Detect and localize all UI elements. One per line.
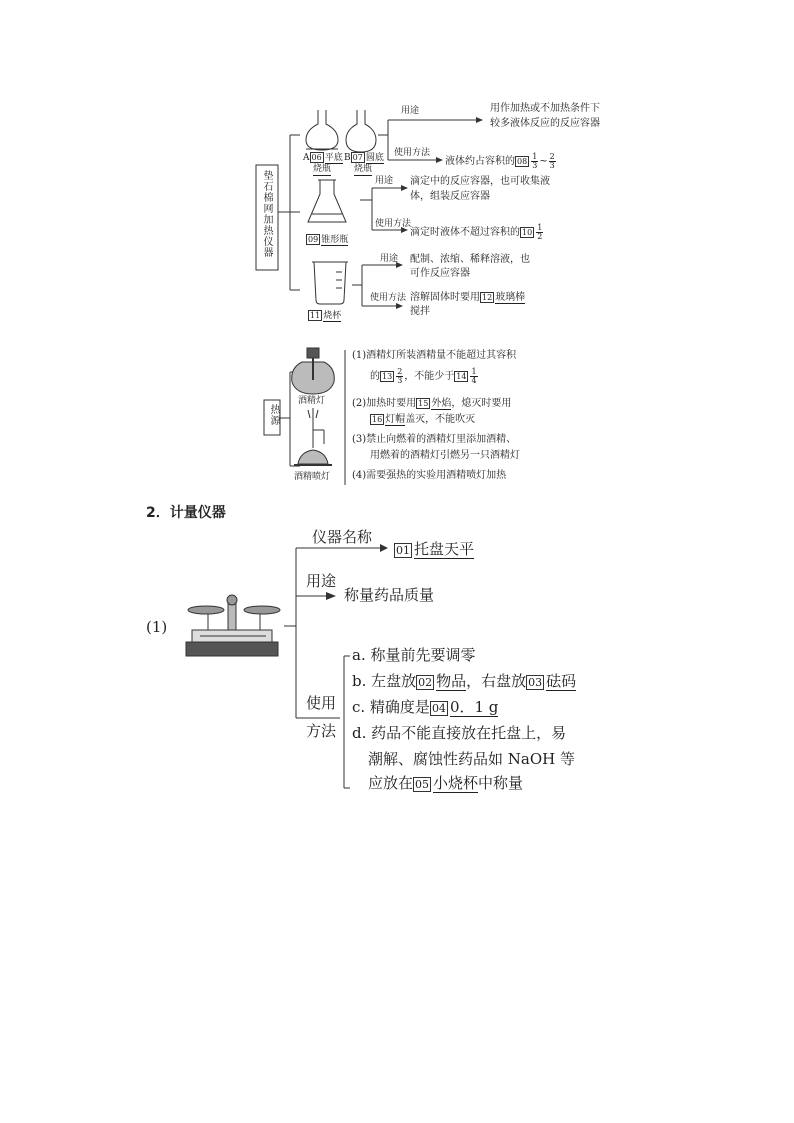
answer-number: 04 xyxy=(431,701,446,715)
lamp-rule-1a: (1)酒精灯所装酒精量不能超过其容积 xyxy=(352,350,517,361)
answer-number: 10 xyxy=(522,228,533,237)
conical-use-text-1: 滴定中的反应容器，也可收集液 xyxy=(410,176,550,187)
flask-a-label: A 06 平底 xyxy=(303,153,343,163)
conical-method-label: 使用方法 xyxy=(375,219,412,229)
fraction: $\frac{2}{3}$ xyxy=(549,152,555,170)
answer-number: 13 xyxy=(382,372,393,381)
method-c: c. 精确度是 04 0．1 g xyxy=(352,698,499,716)
answer-number: 15 xyxy=(418,399,429,408)
conical-use-text-2: 体，组装反应容器 xyxy=(410,191,490,202)
beaker-icon xyxy=(312,262,348,304)
conical-flask-icon xyxy=(308,180,346,222)
answer-number: 03 xyxy=(528,675,543,689)
flask-b-label-line2: 烧瓶 xyxy=(354,164,373,174)
use-text: 称量药品质量 xyxy=(344,586,435,604)
answer-number: 12 xyxy=(482,293,493,302)
fraction: $\frac{1}{3}$ xyxy=(532,152,538,170)
method-d-1: d. 药品不能直接放在托盘上，易 xyxy=(352,724,567,742)
conical-method-text: 滴定时液体不超过容积的 10 $\frac{1}{2}$ xyxy=(410,223,543,241)
flask-method-text: 液体约占容积的 08 $\frac{1}{3}$ ~ $\frac{2}{3}$ xyxy=(445,152,555,170)
flask-method-label: 使用方法 xyxy=(394,148,431,158)
name-label: 仪器名称 xyxy=(312,528,373,546)
conical-flask-label: 09 锥形瓶 xyxy=(308,235,349,245)
fraction: $\frac{1}{2}$ xyxy=(537,223,543,241)
beaker-use-text-1: 配制、浓缩、稀释溶液，也 xyxy=(410,254,530,265)
flat-bottom-flask-icon xyxy=(306,110,338,150)
answer-number: 16 xyxy=(372,415,383,424)
alcohol-blowtorch-icon xyxy=(294,408,332,465)
beaker-use-text-2: 可作反应容器 xyxy=(410,268,470,279)
tray-balance-icon xyxy=(186,595,280,656)
beaker-method-label: 使用方法 xyxy=(370,293,407,303)
round-bottom-flask-icon xyxy=(346,110,376,152)
blowtorch-label: 酒精喷灯 xyxy=(294,472,331,482)
answer-number: 01 xyxy=(396,543,410,557)
conical-use-label: 用途 xyxy=(375,176,394,186)
use-label: 用途 xyxy=(306,572,337,590)
answer-number: 14 xyxy=(456,372,467,381)
fraction: $\frac{2}{3}$ xyxy=(397,367,403,385)
method-label-2: 方法 xyxy=(306,722,337,740)
method-a: a. 称量前先要调零 xyxy=(352,646,476,664)
method-label-1: 使用 xyxy=(306,694,337,712)
lamp-rule-3b: 用燃着的酒精灯引燃另一只酒精灯 xyxy=(370,450,520,461)
lamp-rule-3a: (3)禁止向燃着的酒精灯里添加酒精、 xyxy=(352,434,517,445)
flask-use-text-2: 较多液体反应的反应容器 xyxy=(490,118,600,129)
answer-number: 08 xyxy=(517,157,528,166)
answer-number: 02 xyxy=(418,675,433,689)
answer-number: 11 xyxy=(310,311,321,320)
alcohol-lamp-icon xyxy=(292,348,335,394)
beaker-label: 11 烧杯 xyxy=(310,311,342,321)
fraction: $\frac{1}{4}$ xyxy=(471,367,477,385)
name-answer: 01 托盘天平 xyxy=(396,540,475,558)
beaker-method-text-2: 搅拌 xyxy=(410,306,430,317)
answer-number: 07 xyxy=(352,153,363,162)
answer-number: 05 xyxy=(415,777,430,791)
beaker-use-label: 用途 xyxy=(380,254,399,264)
lamp-rule-4: (4)需要强热的实验用酒精喷灯加热 xyxy=(352,470,507,481)
flask-use-label: 用途 xyxy=(401,106,420,116)
lamp-rule-2a: (2)加热时要用 15 外焰，熄灭时要用 xyxy=(352,398,512,409)
answer-number: 09 xyxy=(308,235,319,244)
heating-category-label: 垫石棉网加热仪器 xyxy=(261,170,272,258)
alcohol-lamp-label: 酒精灯 xyxy=(298,396,326,406)
flask-a-label-line2: 烧瓶 xyxy=(313,164,332,174)
flask-use-text-1: 用作加热或不加热条件下 xyxy=(490,103,600,114)
lamp-rule-2b: 16 灯帽盖灭，不能吹灭 xyxy=(372,414,476,425)
beaker-method-text: 溶解固体时要用 12 玻璃棒 xyxy=(410,292,526,303)
lamp-rule-1b: 的 13 $\frac{2}{3}$ ，不能少于 14 $\frac{1}{4}$ xyxy=(370,367,477,385)
heat-source-label: 热源 xyxy=(268,404,279,426)
flask-b-label: B 07 圆底 xyxy=(344,153,384,163)
section-heading: 2．计量仪器 xyxy=(146,505,226,521)
method-d-2: 潮解、腐蚀性药品如 NaOH 等 xyxy=(368,750,575,768)
method-d-3: 应放在 05 小烧杯中称量 xyxy=(368,774,524,792)
method-b: b. 左盘放 02 物品，右盘放 03 砝码 xyxy=(352,672,577,690)
answer-number: 06 xyxy=(311,153,322,162)
item-label: (1) xyxy=(146,618,168,636)
